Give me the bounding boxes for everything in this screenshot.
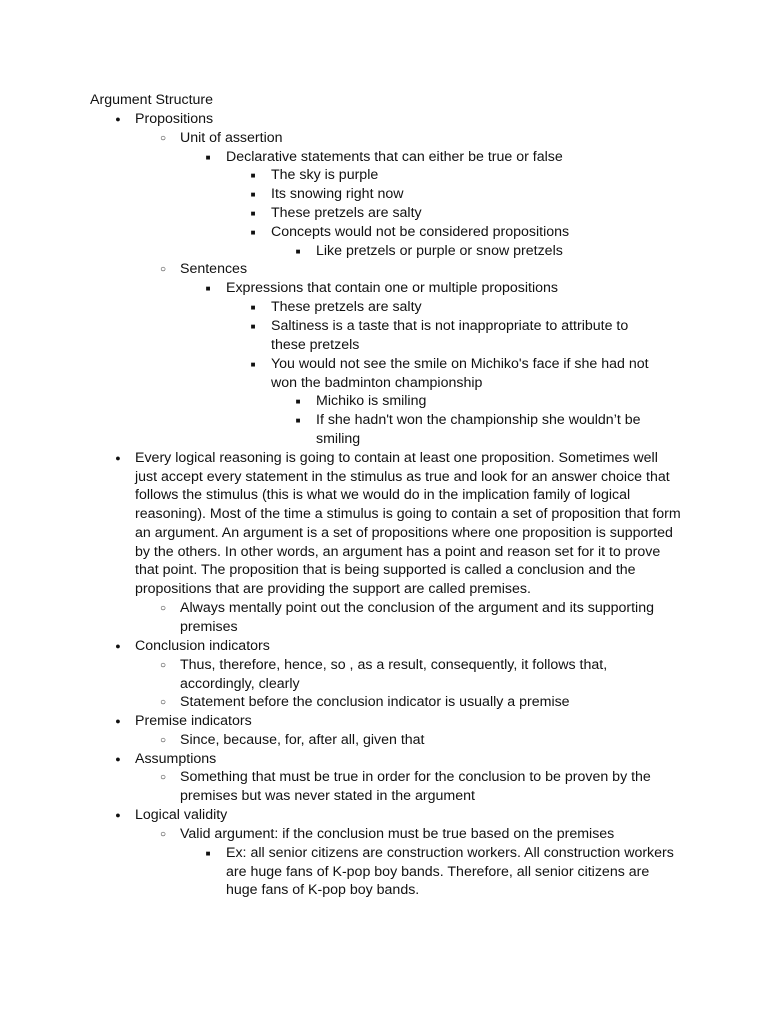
- list-item: Premise indicators: [135, 713, 252, 729]
- list-item: Conclusion indicators: [135, 638, 270, 654]
- list-item: Its snowing right now: [271, 186, 404, 202]
- list-item: Propositions: [135, 111, 214, 127]
- circle-bullet-icon: [156, 260, 170, 280]
- square-bullet-icon: [291, 242, 305, 262]
- list-item: Saltiness is a taste that is not inappropriate to attribute to these pretzels: [271, 318, 629, 353]
- list-item: Every logical reasoning is going to contain at least one proposition. Sometimes well just accept every statement in the stimulus as true and look for an answer choice that follows the stimulus (this is what we would do in the implication family of logical reasoning). Most of the time a stimulus is going to contain a set of proposition that form an argument. An argument is a set of propositions where one proposition is supported by the others. In other words, an argument has a point and reason set for it to prove that point. The proposition that is being supported is called a conclusion and the propositions that are providing the support are called premises.: [135, 450, 681, 597]
- list-item: Statement before the conclusion indicator is usually a premise: [180, 694, 570, 710]
- circle-bullet-icon: [156, 731, 170, 751]
- disc-bullet-icon: [111, 712, 125, 731]
- circle-bullet-icon: [156, 825, 170, 845]
- square-bullet-icon: [291, 411, 305, 431]
- circle-bullet-icon: [156, 693, 170, 713]
- circle-bullet-icon: [156, 599, 170, 619]
- circle-bullet-icon: [156, 768, 170, 788]
- list-item: Like pretzels or purple or snow pretzels: [316, 243, 563, 259]
- disc-bullet-icon: [111, 750, 125, 769]
- list-item: The sky is purple: [271, 167, 379, 183]
- square-bullet-icon: [291, 392, 305, 412]
- list-item: Assumptions: [135, 751, 217, 767]
- list-item: Michiko is smiling: [316, 393, 427, 409]
- square-bullet-icon: [246, 317, 260, 337]
- square-bullet-icon: [246, 298, 260, 318]
- disc-bullet-icon: [111, 806, 125, 825]
- list-item: Something that must be true in order for the conclusion to be proven by the premises but was never stated in the argument: [180, 769, 651, 804]
- disc-bullet-icon: [111, 637, 125, 656]
- list-item: Thus, therefore, hence, so , as a result, consequently, it follows that, accordingly, clearly: [180, 657, 608, 692]
- square-bullet-icon: [246, 185, 260, 205]
- circle-bullet-icon: [156, 129, 170, 149]
- list-item: Sentences: [180, 261, 248, 277]
- square-bullet-icon: [246, 166, 260, 186]
- square-bullet-icon: [201, 844, 215, 864]
- list-item: Always mentally point out the conclusion of the argument and its supporting premises: [180, 600, 654, 635]
- disc-bullet-icon: [111, 449, 125, 468]
- list-item: Logical validity: [135, 807, 228, 823]
- list-item: Concepts would not be considered propositions: [271, 224, 570, 240]
- document-title: Argument Structure: [90, 92, 214, 108]
- list-item: Unit of assertion: [180, 130, 283, 146]
- list-item: These pretzels are salty: [271, 205, 422, 221]
- list-item: Ex: all senior citizens are construction workers. All construction workers are huge fans of K-pop boy bands. Therefore, all senior citizens are huge fans of K-pop boy bands.: [226, 845, 674, 899]
- list-item: You would not see the smile on Michiko's face if she had not won the badminton championship: [271, 356, 649, 391]
- list-item: Valid argument: if the conclusion must be true based on the premises: [180, 826, 615, 842]
- circle-bullet-icon: [156, 656, 170, 676]
- list-item: Since, because, for, after all, given that: [180, 732, 425, 748]
- square-bullet-icon: [201, 279, 215, 299]
- disc-bullet-icon: [111, 110, 125, 129]
- square-bullet-icon: [246, 355, 260, 375]
- square-bullet-icon: [246, 204, 260, 224]
- list-item: Declarative statements that can either be true or false: [226, 149, 563, 165]
- list-item: If she hadn't won the championship she wouldn’t be smiling: [316, 412, 641, 447]
- list-item: Expressions that contain one or multiple propositions: [226, 280, 559, 296]
- square-bullet-icon: [201, 148, 215, 168]
- square-bullet-icon: [246, 223, 260, 243]
- list-item: These pretzels are salty: [271, 299, 422, 315]
